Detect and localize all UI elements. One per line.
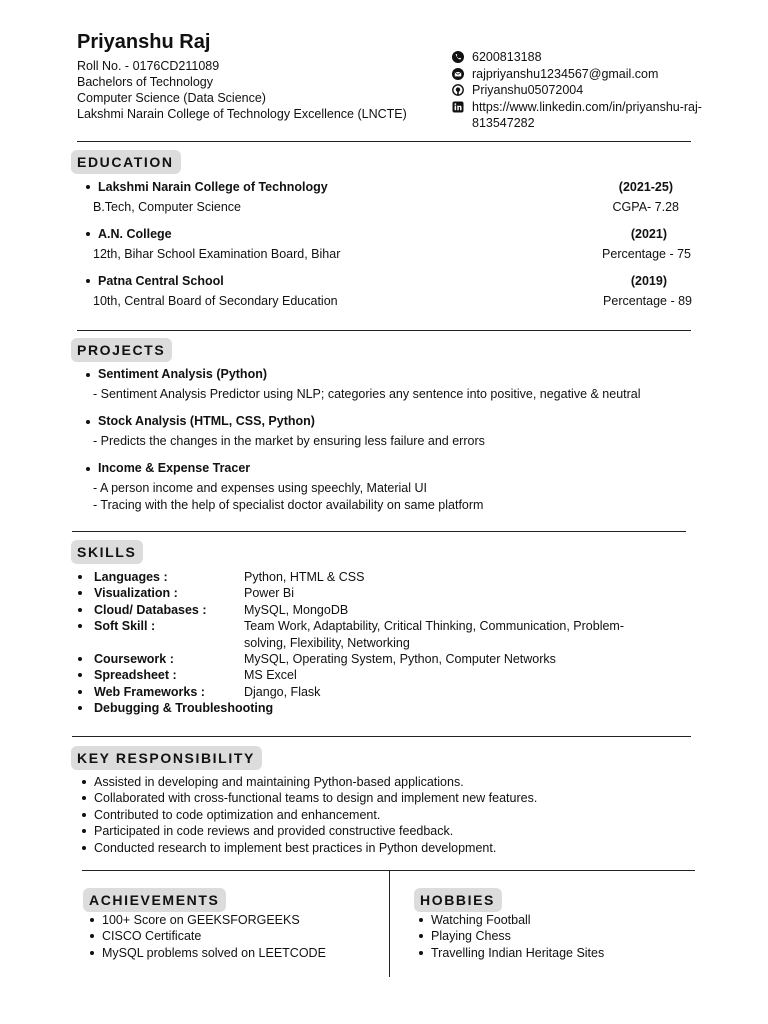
education-institute: Lakshmi Narain College of Technology [98,180,328,194]
degree: Bachelors of Technology [77,75,213,89]
college: Lakshmi Narain College of Technology Excellence (LNCTE) [77,107,407,121]
divider [72,736,691,737]
project-name: Stock Analysis (HTML, CSS, Python) [98,414,315,428]
list-item: Conducted research to implement best practices in Python development. [80,840,680,856]
list-item: Travelling Indian Heritage Sites [417,945,697,961]
contact-phone: 6200813188 [452,49,742,66]
project-name: Sentiment Analysis (Python) [98,367,268,381]
contact-github: Priyanshu05072004 [452,82,742,99]
divider [77,330,691,331]
divider [77,141,691,142]
education-detail: 10th, Central Board of Secondary Education [93,294,338,308]
contact-block [452,49,742,132]
project-description: - Sentiment Analysis Predictor using NLP; categories any sentence into positive, negative & neutral [93,387,641,401]
bullet [86,279,90,283]
education-year: (2021) [630,227,667,241]
list-item: CISCO Certificate [88,928,378,944]
list-item: Participated in code reviews and provided constructive feedback. [80,823,680,839]
column-divider [389,870,390,977]
project-name: Income & Expense Tracer [98,461,251,475]
education-institute: Patna Central School [98,274,224,288]
bullet [86,420,90,424]
education-year: (2019) [630,274,667,288]
skill-row: Debugging & Troubleshooting [78,700,678,716]
list-item: Assisted in developing and maintaining Python-based applications. [80,774,680,790]
hobbies-heading: HOBBIES [414,888,502,912]
list-item: Contributed to code optimization and enhancement. [80,807,680,823]
skills-table [78,569,678,717]
branch: Computer Science (Data Science) [77,91,266,105]
education-score: Percentage - 75 [602,247,691,261]
education-score: CGPA- 7.28 [612,200,679,214]
divider [72,531,686,532]
list-item: MySQL problems solved on LEETCODE [88,945,378,961]
bullet [86,373,90,377]
skills-heading: SKILLS [71,540,143,564]
skill-row: Spreadsheet : MS Excel [78,667,678,683]
contact-linkedin [452,99,742,132]
list-item: Watching Football [417,912,697,928]
skill-row: Soft Skill : Team Work, Adaptability, Critical Thinking, Communication, Problem-solving, Flexibility, Networking [78,618,678,651]
phone-icon [452,51,464,63]
education-institute: A.N. College [98,227,172,241]
github-icon [452,84,464,96]
bullet [86,185,90,189]
email-icon [452,68,464,80]
projects-heading: PROJECTS [71,338,172,362]
responsibility-list [80,774,680,856]
bullet [86,467,90,471]
candidate-name: Priyanshu Raj [77,31,211,53]
project-description: - A person income and expenses using speechly, Material UI [93,481,427,495]
roll-number: Roll No. - 0176CD211089 [77,59,220,73]
skill-row: Cloud/ Databases : MySQL, MongoDB [78,602,678,618]
list-item: Playing Chess [417,928,697,944]
responsibility-heading: KEY RESPONSIBILITY [71,746,262,770]
skill-row: Languages : Python, HTML & CSS [78,569,678,585]
linkedin-icon [452,101,464,113]
education-detail: B.Tech, Computer Science [93,200,241,214]
education-detail: 12th, Bihar School Examination Board, Bihar [93,247,341,261]
project-description: - Predicts the changes in the market by ensuring less failure and errors [93,434,485,448]
education-year: (2021-25) [618,180,673,194]
achievements-heading: ACHIEVEMENTS [83,888,226,912]
achievements-list [88,912,378,961]
hobbies-list [417,912,697,961]
skill-row: Visualization : Power Bi [78,585,678,601]
project-description: - Tracing with the help of specialist doctor availability on same platform [93,498,484,512]
skill-row: Web Frameworks : Django, Flask [78,684,678,700]
linkedin-url[interactable]: https://www.linkedin.com/in/priyanshu-raj- 813547282 [472,99,702,130]
education-score: Percentage - 89 [603,294,692,308]
skill-row: Coursework : MySQL, Operating System, Python, Computer Networks [78,651,678,667]
education-heading: EDUCATION [71,150,181,174]
contact-email: rajpriyanshu1234567@gmail.com [452,66,742,83]
list-item: Collaborated with cross-functional teams to design and implement new features. [80,790,680,806]
list-item: 100+ Score on GEEKSFORGEEKS [88,912,378,928]
bullet [86,232,90,236]
